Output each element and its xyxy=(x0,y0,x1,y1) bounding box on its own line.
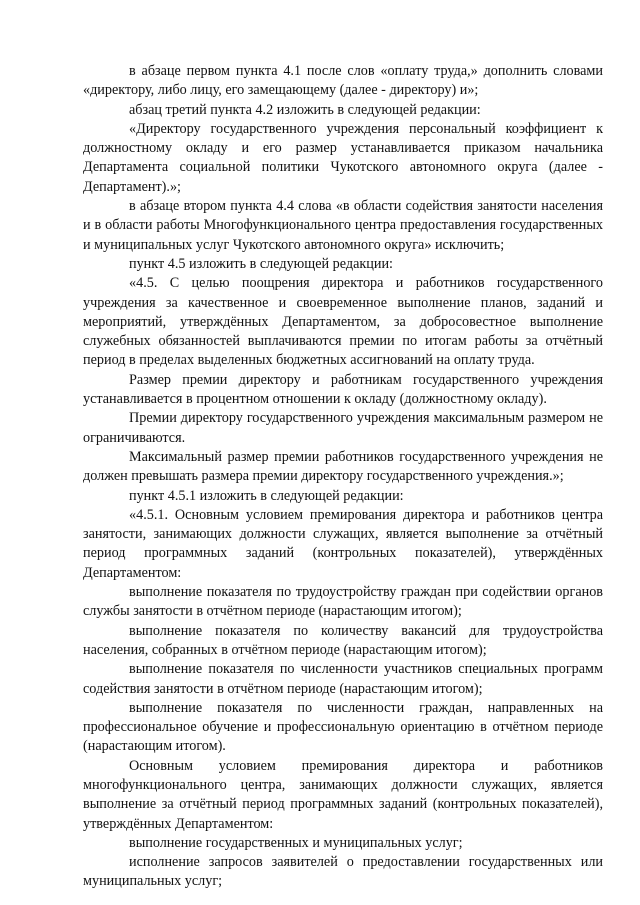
paragraph-4-2-text: «Директору государственного учреждения персональный коэффициент к должностному окладу и его размер устанавливается приказом начальника Департамента социальной политики Чукотского автономного округа (далее - Департамент).»; xyxy=(83,120,603,195)
paragraph-bonus-size: Размер премии директору и работникам государственного учреждения устанавливается в процентном отношении к окладу (должностному окладу). xyxy=(83,371,603,408)
list-item-vacancies: выполнение показателя по количеству вакансий для трудоустройства населения, собранных в отчётном периоде (нарастающим итогом); xyxy=(83,622,603,658)
document-page xyxy=(83,62,603,892)
list-item-training: выполнение показателя по численности граждан, направленных на профессиональное обучение и профессиональную ориентацию в отчётном периоде (нарастающим итогом). xyxy=(83,699,603,755)
paragraph-4-5-1-text: «4.5.1. Основным условием премирования директора и работников центра занятости, занимающих должности служащих, является выполнение за отчётный период программных заданий (контрольных показателей), утверждённых Департаментом: xyxy=(83,506,603,581)
list-item-employment: выполнение показателя по трудоустройству граждан при содействии органов службы занятости в отчётном периоде (нарастающим итогом); xyxy=(83,584,603,620)
paragraph-4-2-intro: абзац третий пункта 4.2 изложить в следующей редакции: xyxy=(129,101,481,118)
list-item-services: выполнение государственных и муниципальных услуг; xyxy=(129,834,463,851)
paragraph-4-5-intro: пункт 4.5 изложить в следующей редакции: xyxy=(129,255,393,272)
paragraph-4-1-amendment: в абзаце первом пункта 4.1 после слов «оплату труда,» дополнить словами «директору, либо лицу, его замещающему (далее - директору) и»; xyxy=(83,63,603,99)
paragraph-4-5-text: «4.5. С целью поощрения директора и работников государственного учреждения за качественное и своевременное выполнение планов, заданий и мероприятий, утверждённых Департаментом, за добросовестное выполнение служебных обязанностей выплачиваются премии по итогам работы за отчётный период в пределах выделенных бюджетных ассигнований на оплату труда. xyxy=(83,275,603,369)
paragraph-mfc-condition: Основным условием премирования директора и работников многофункционального центра, занимающих должности служащих, является выполнение за отчётный период программных заданий (контрольных показателей), утверждённых Департаментом: xyxy=(83,757,603,832)
list-item-requests: исполнение запросов заявителей о предоставлении государственных или муниципальных услуг; xyxy=(83,854,603,890)
paragraph-4-4-amendment: в абзаце втором пункта 4.4 слова «в области содействия занятости населения и в области работы Многофункционального центра предоставления государственных и муниципальных услуг Чукотского автономного округа» исключить; xyxy=(83,198,603,253)
list-item-special-programs: выполнение показателя по численности участников специальных программ содействия занятости в отчётном периоде (нарастающим итогом); xyxy=(83,661,603,697)
paragraph-max-bonus: Максимальный размер премии работников государственного учреждения не должен превышать размера премии директору государственного учреждения.»; xyxy=(83,448,603,485)
paragraph-4-5-1-intro: пункт 4.5.1 изложить в следующей редакции: xyxy=(129,487,404,504)
paragraph-director-bonus: Премии директору государственного учреждения максимальным размером не ограничиваются. xyxy=(83,410,603,446)
